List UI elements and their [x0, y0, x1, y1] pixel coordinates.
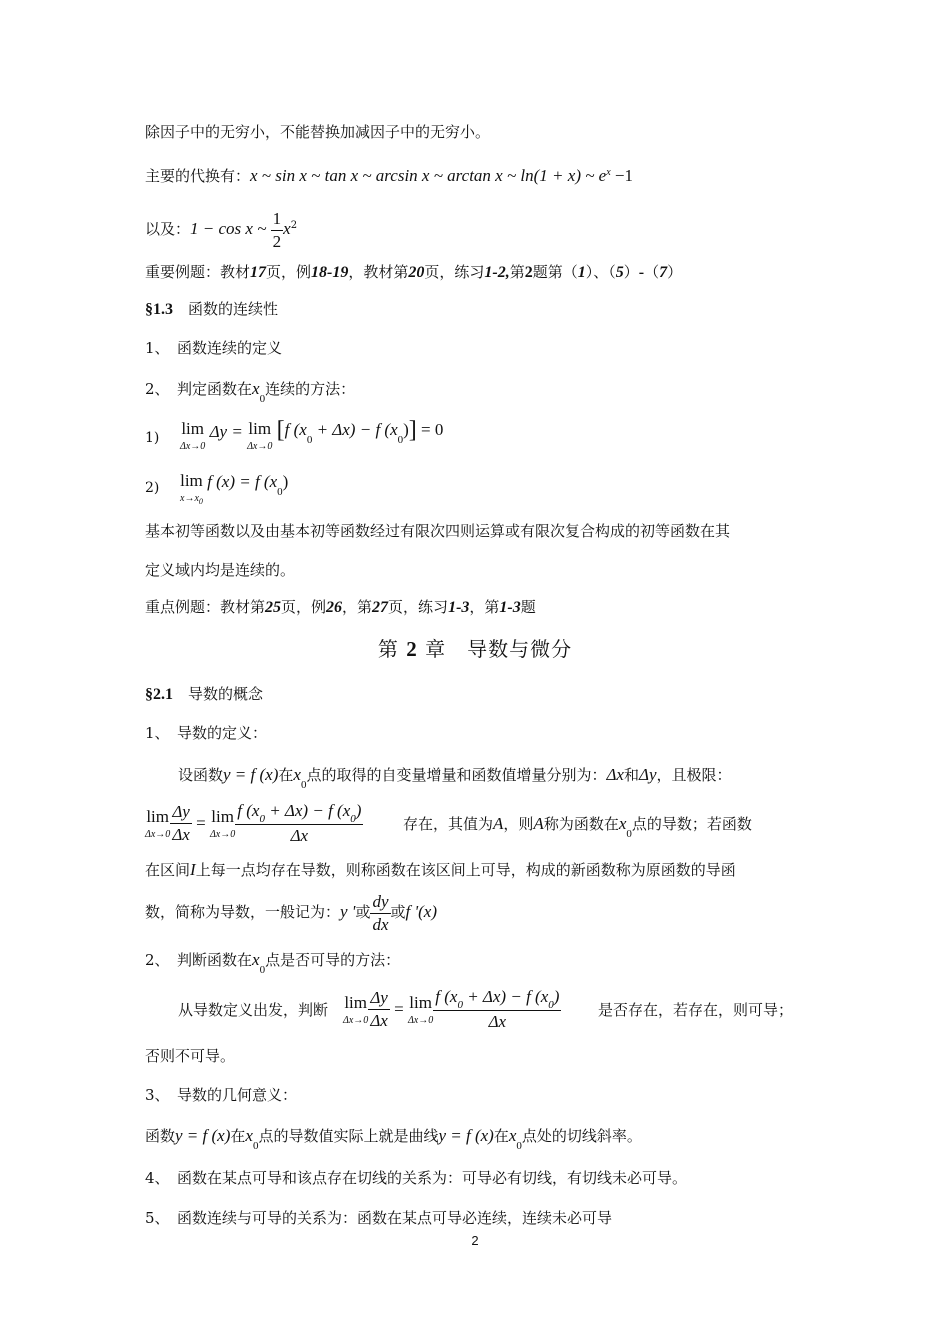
term: f (x) = f (x: [207, 472, 278, 491]
denominator: Δx: [370, 1011, 388, 1030]
dy-dx-notation: [370, 891, 390, 936]
limit: [145, 808, 170, 840]
definition-line: [145, 860, 736, 880]
equals: =: [389, 999, 408, 1019]
fx: y = f (x): [175, 1126, 231, 1145]
text: 是否存在，若存在，则可导；: [598, 1001, 794, 1019]
paragraph-line: 基本初等函数以及由基本初等函数经过有限次四则运算或有限次复合构成的初等函数在其: [145, 522, 731, 540]
numerator: [235, 800, 363, 825]
list-item: [145, 950, 401, 976]
x-var: x: [252, 950, 260, 969]
subscript: 0: [397, 434, 404, 446]
subscript: 0: [277, 486, 283, 498]
text: 2、 判断函数在: [145, 951, 253, 969]
numerator: Δy: [170, 801, 192, 824]
derivative-formula: [145, 800, 363, 847]
list-item: 1、 函数连续的定义: [145, 339, 283, 357]
lim-under: Δx→0: [407, 1014, 434, 1026]
text-line: 除因子中的无穷小，不能替换加减因子中的无穷小。: [145, 123, 491, 141]
text: 第: [377, 637, 407, 661]
text: 点处的切线斜率。: [521, 1127, 642, 1145]
A-var: A: [493, 814, 504, 833]
section-number: §1.3: [145, 301, 173, 318]
derivative-formula: [343, 986, 561, 1033]
lim-text: lim: [180, 471, 203, 490]
paren: ): [355, 801, 362, 820]
subscript: 0: [516, 1140, 522, 1152]
denominator: Δx: [290, 826, 309, 845]
x-var: x: [618, 814, 627, 833]
dy-dx-fraction: [170, 801, 192, 846]
text: 2、 判定函数在: [145, 380, 253, 398]
text: ，第: [342, 598, 373, 616]
x-var: x: [252, 379, 260, 398]
term: f (x: [284, 420, 307, 439]
section-title: 导数的概念: [188, 685, 264, 703]
definition-text: [403, 814, 752, 840]
bracket-expr: [f $(x_0 + \Delta x) - f$ $(x_0)] = 0$: [276, 417, 444, 446]
paren: ): [403, 420, 409, 439]
difference-quotient: [235, 800, 363, 847]
section-title: 函数的连续性: [188, 300, 279, 318]
formula: [180, 417, 444, 452]
text: 点的取得的自变量增量和函数值增量分别为：: [306, 766, 607, 784]
text: 点的导数；若函数: [631, 815, 752, 833]
text: 页，例: [281, 598, 327, 616]
x-var: x: [293, 765, 301, 784]
text: ，教材第: [348, 263, 409, 281]
x-var: x: [245, 1126, 253, 1145]
subscript: 0: [259, 393, 266, 405]
exp-superscript: x: [606, 167, 611, 178]
I-var: I: [190, 860, 196, 879]
lim-text: lim: [344, 992, 367, 1012]
text: 点的导数值实际上就是曲线: [258, 1127, 439, 1145]
examples-line: [145, 262, 682, 283]
text: 从导数定义出发，判断: [178, 1001, 329, 1019]
fx: y = f (x): [223, 765, 279, 784]
numerator: [433, 986, 561, 1011]
text: ）、（: [585, 263, 616, 281]
equiv-chain: x ~ sin x ~ tan x ~ arcsin x ~ arctan x ~ ln(1 + x) ~ e: [250, 166, 607, 185]
lim-under: Δx→0: [343, 1014, 369, 1026]
equivalents-line: [145, 166, 633, 189]
limit: [180, 420, 205, 452]
exponent: 2: [290, 220, 298, 231]
key-examples-line: [145, 597, 536, 618]
half-fraction: [271, 208, 284, 253]
expr: [207, 472, 289, 498]
part-ref: 7: [659, 264, 668, 281]
x-var: x: [283, 219, 291, 238]
section-heading-2-1: [145, 684, 263, 705]
term: + Δx) − f (x: [312, 420, 398, 439]
lim-text: lim: [211, 806, 234, 826]
paren: ): [553, 987, 560, 1006]
subscript: 0: [306, 434, 313, 446]
list-item: [145, 379, 356, 405]
paren: ): [282, 472, 289, 491]
text: 连续的方法：: [265, 380, 356, 398]
text: 在: [278, 766, 294, 784]
term: f (x: [435, 987, 458, 1006]
term: f (x: [237, 801, 260, 820]
page-ref: 27: [372, 599, 389, 616]
y-prime: y ': [340, 902, 356, 921]
subscript: 0: [350, 813, 356, 825]
chapter-number: 2: [406, 637, 418, 661]
list-item: 5、 函数连续与可导的关系为：函数在某点可导必连续，连续未必可导: [145, 1209, 613, 1227]
geometric-meaning-line: [145, 1126, 642, 1152]
text: 题第（: [532, 263, 578, 281]
text: 和: [623, 766, 639, 784]
list-item: 3、 导数的几何意义：: [145, 1086, 298, 1104]
dy-dx-fraction: [368, 987, 390, 1032]
denominator: Δx: [172, 825, 190, 844]
section-number: §2.1: [145, 686, 173, 703]
numerator: Δy: [368, 987, 390, 1010]
lim-text: lim: [409, 992, 432, 1012]
x-var: x: [508, 1126, 517, 1145]
limit: [343, 994, 368, 1026]
numerator: 1: [271, 208, 284, 231]
label: 以及：: [145, 220, 191, 238]
paragraph-line: 定义域内均是连续的。: [145, 561, 296, 579]
fx: y = f (x): [438, 1126, 494, 1145]
dash: -: [638, 264, 645, 281]
section-heading-1-3: [145, 299, 278, 320]
question-ref: 1-3: [499, 599, 521, 616]
text: ，第: [469, 598, 500, 616]
equiv-tail: −1: [610, 166, 634, 185]
text: 或: [390, 903, 406, 921]
page-ref: 25: [265, 599, 282, 616]
text: 在区间: [145, 861, 191, 879]
delta-y: Δy =: [209, 422, 248, 441]
subscript: 0: [457, 999, 463, 1011]
subscript: 0: [259, 964, 266, 976]
text: 在: [230, 1127, 246, 1145]
subscript: 0: [300, 779, 307, 791]
text: 题: [520, 598, 536, 616]
exercise-ref: 1-2,: [484, 264, 510, 281]
example-ref: 18-19: [311, 264, 349, 281]
text: ，则: [503, 815, 534, 833]
A-var: A: [533, 814, 544, 833]
part-ref: 1: [577, 264, 586, 281]
page-number: 2: [471, 1233, 479, 1248]
lim-under: Δx→0: [209, 828, 236, 840]
term: + Δx) − f (x: [264, 801, 351, 820]
lim-text: lim: [181, 419, 204, 438]
text: 重点例题：教材第: [145, 598, 266, 616]
lim-under: Δx→0: [180, 441, 206, 452]
list-item: 1、 导数的定义：: [145, 724, 268, 742]
label: 主要的代换有：: [145, 167, 251, 185]
formula-label: 2): [145, 480, 160, 496]
denominator: dx: [372, 914, 389, 934]
lim-under: Δx→0: [247, 441, 273, 452]
text: 在: [493, 1127, 509, 1145]
page-ref: 17: [250, 264, 267, 281]
page-ref: 20: [408, 264, 425, 281]
subscript: 0: [198, 497, 203, 506]
equivalents-formula: [250, 166, 633, 185]
equals-zero: = 0: [416, 420, 444, 439]
limit: [210, 808, 235, 840]
text: 重要例题：教材: [145, 263, 251, 281]
text: ）: [623, 263, 639, 281]
text: 数，简称为导数，一般记为：: [145, 903, 341, 921]
subscript: 0: [626, 828, 632, 840]
delta-x: Δx: [606, 765, 624, 784]
term: + Δx) − f (x: [462, 987, 549, 1006]
text: （: [644, 263, 660, 281]
equals: =: [191, 813, 210, 833]
text: 称为函数在: [543, 815, 619, 833]
text: 页，例: [266, 263, 312, 281]
exercise-ref: 1-3: [448, 599, 470, 616]
lim-text: lim: [248, 419, 272, 438]
text: ）: [667, 263, 683, 281]
formula: [180, 472, 288, 504]
notation-line: [145, 888, 437, 936]
text-line: 否则不可导。: [145, 1047, 236, 1065]
limit: [180, 472, 203, 504]
lim-text: lim: [146, 806, 169, 826]
lim-under: x→x: [180, 493, 199, 504]
subscript: 0: [252, 1140, 259, 1152]
question-ref: 2: [524, 264, 533, 281]
text: 上每一点均存在导数，则称函数在该区间上可导，构成的新函数称为原函数的导函: [195, 861, 736, 879]
numerator: dy: [370, 891, 390, 914]
subscript: 0: [548, 999, 554, 1011]
text: 或: [355, 903, 371, 921]
text: 页，练习: [388, 598, 449, 616]
limit: [408, 994, 433, 1026]
subscript: 0: [259, 813, 265, 825]
cos-left: 1 − cos x ~: [190, 219, 271, 238]
difference-quotient: [433, 986, 561, 1033]
text: 函数: [145, 1127, 176, 1145]
definition-line: [178, 765, 732, 791]
f-prime: f '(x): [405, 902, 438, 921]
formula-label: 1): [145, 430, 160, 446]
denominator: Δx: [488, 1012, 507, 1031]
text: 设函数: [178, 766, 224, 784]
example-ref: 26: [326, 599, 343, 616]
list-item: 4、 函数在某点可导和该点存在切线的关系为：可导必有切线，有切线未必可导。: [145, 1169, 688, 1187]
lim-under: Δx→0: [145, 828, 171, 840]
text: 点是否可导的方法：: [265, 951, 401, 969]
denominator: 2: [272, 231, 282, 251]
text: 存在，其值为: [403, 815, 494, 833]
chapter-title: [0, 633, 950, 662]
text: 第: [509, 263, 525, 281]
text: 章 导数与微分: [417, 637, 573, 661]
text: 页，练习: [424, 263, 485, 281]
limit: [247, 420, 272, 452]
part-ref: 5: [615, 264, 624, 281]
cos-equivalence-line: [145, 206, 297, 252]
delta-y: Δy: [639, 765, 657, 784]
text: ，且极限：: [656, 766, 732, 784]
